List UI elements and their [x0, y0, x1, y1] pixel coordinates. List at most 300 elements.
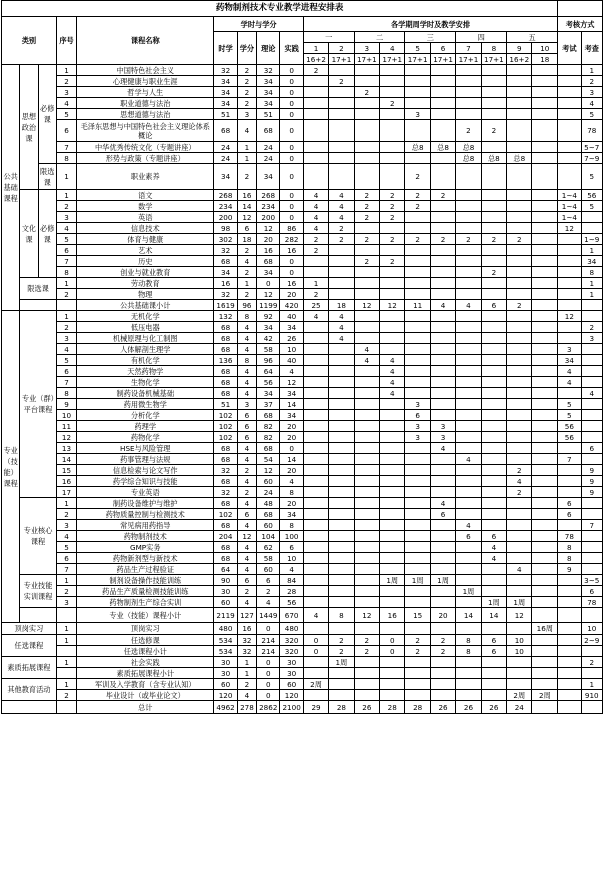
course-name-cell: 艺术 — [77, 245, 214, 256]
value-cell — [558, 388, 581, 399]
value-cell: 420 — [280, 300, 303, 311]
table-row — [2, 410, 603, 421]
value-cell — [405, 531, 430, 542]
value-cell: 18 — [237, 234, 256, 245]
value-cell: 2 — [507, 234, 532, 245]
value-cell: 34 — [558, 355, 581, 366]
value-cell: 6 — [558, 509, 581, 520]
table-row — [2, 289, 603, 300]
header-year-4: 四 — [456, 32, 507, 43]
value-cell — [558, 679, 581, 690]
value-cell: 34 — [280, 388, 303, 399]
value-cell — [329, 564, 354, 575]
value-cell — [430, 487, 455, 498]
table-row — [2, 109, 603, 120]
value-cell: 16 — [280, 278, 303, 289]
value-cell: 2119 — [214, 608, 237, 623]
value-cell: 12 — [558, 311, 581, 322]
value-cell: 2 — [380, 256, 405, 267]
value-cell: 102 — [214, 509, 237, 520]
value-cell: 4 — [507, 476, 532, 487]
value-cell: 6 — [237, 575, 256, 586]
value-cell — [303, 333, 328, 344]
value-cell: 2周 — [507, 690, 532, 701]
value-cell: 2 — [354, 256, 379, 267]
category-cell: 必修课 — [38, 190, 56, 278]
value-cell: 214 — [257, 646, 280, 657]
value-cell — [481, 498, 506, 509]
value-cell — [532, 657, 558, 668]
value-cell: 20 — [430, 608, 455, 623]
value-cell — [405, 564, 430, 575]
value-cell: 2 — [430, 646, 455, 657]
value-cell: 28 — [380, 701, 405, 714]
value-cell: 12 — [507, 608, 532, 623]
course-name-cell: 药物制剂生产综合实训 — [77, 597, 214, 608]
value-cell: 6 — [237, 432, 256, 443]
table-row — [2, 65, 603, 76]
value-cell: 24 — [507, 701, 532, 714]
value-cell — [507, 421, 532, 432]
value-cell — [456, 201, 481, 212]
value-cell — [507, 657, 532, 668]
value-cell: 2 — [237, 679, 256, 690]
value-cell — [456, 399, 481, 410]
value-cell: 56 — [558, 432, 581, 443]
seq-cell: 9 — [56, 399, 76, 410]
value-cell — [405, 311, 430, 322]
value-cell — [329, 120, 354, 142]
value-cell — [430, 87, 455, 98]
value-cell — [329, 399, 354, 410]
value-cell — [581, 223, 602, 234]
value-cell — [481, 377, 506, 388]
value-cell: 总8 — [507, 153, 532, 164]
value-cell — [558, 575, 581, 586]
value-cell — [354, 432, 379, 443]
category-cell — [20, 608, 57, 623]
header-course: 课程名称 — [77, 17, 214, 65]
value-cell: 68 — [214, 388, 237, 399]
value-cell — [329, 142, 354, 153]
value-cell: 58 — [257, 344, 280, 355]
value-cell: 34 — [280, 509, 303, 520]
value-cell: 4 — [237, 322, 256, 333]
value-cell: 6 — [581, 586, 602, 597]
value-cell: 4 — [237, 542, 256, 553]
table-row — [2, 223, 603, 234]
value-cell: 2 — [237, 586, 256, 597]
value-cell — [354, 223, 379, 234]
seq-cell: 8 — [56, 153, 76, 164]
seq-cell: 6 — [56, 120, 76, 142]
header-semester: 9 — [507, 43, 532, 54]
value-cell — [532, 399, 558, 410]
value-cell — [507, 120, 532, 142]
value-cell — [532, 410, 558, 421]
value-cell — [329, 344, 354, 355]
value-cell: 1 — [237, 142, 256, 153]
value-cell — [380, 410, 405, 421]
value-cell — [430, 679, 455, 690]
header-seq: 序号 — [56, 17, 76, 65]
value-cell: 4 — [237, 256, 256, 267]
header-schedule: 各学期周学时及教学安排 — [303, 17, 557, 32]
value-cell — [329, 164, 354, 190]
value-cell — [405, 98, 430, 109]
seq-cell: 6 — [56, 366, 76, 377]
course-name-cell: 无机化学 — [77, 311, 214, 322]
table-row — [2, 586, 603, 597]
value-cell — [456, 223, 481, 234]
value-cell — [481, 465, 506, 476]
table-row — [2, 476, 603, 487]
table-row — [2, 256, 603, 267]
value-cell — [303, 388, 328, 399]
value-cell: 12 — [257, 289, 280, 300]
seq-cell: 12 — [56, 432, 76, 443]
seq-cell: 4 — [56, 223, 76, 234]
value-cell — [507, 410, 532, 421]
value-cell: 6 — [257, 575, 280, 586]
course-name-cell: 药品生产过程验证 — [77, 564, 214, 575]
value-cell — [380, 690, 405, 701]
value-cell: 102 — [214, 410, 237, 421]
value-cell: 1周 — [456, 586, 481, 597]
value-cell — [405, 87, 430, 98]
value-cell — [329, 553, 354, 564]
value-cell: 34 — [280, 410, 303, 421]
value-cell — [303, 476, 328, 487]
value-cell — [532, 333, 558, 344]
value-cell: 3 — [581, 333, 602, 344]
value-cell: 1 — [581, 679, 602, 690]
value-cell: 16 — [237, 623, 256, 635]
header-semester: 1 — [303, 43, 328, 54]
value-cell: 56 — [581, 190, 602, 201]
value-cell: 68 — [257, 509, 280, 520]
value-cell: 34 — [280, 322, 303, 333]
value-cell — [380, 76, 405, 87]
course-name-cell: 职业道德与法治 — [77, 98, 214, 109]
value-cell — [430, 311, 455, 322]
value-cell — [354, 109, 379, 120]
course-name-cell: 劳动教育 — [77, 278, 214, 289]
value-cell: 68 — [214, 256, 237, 267]
value-cell — [481, 201, 506, 212]
value-cell — [329, 355, 354, 366]
value-cell: 2100 — [280, 701, 303, 714]
value-cell — [558, 657, 581, 668]
value-cell — [354, 564, 379, 575]
value-cell — [380, 542, 405, 553]
value-cell — [532, 267, 558, 278]
value-cell — [532, 520, 558, 531]
value-cell: 12 — [380, 300, 405, 311]
value-cell — [430, 212, 455, 223]
value-cell — [405, 553, 430, 564]
seq-cell: 17 — [56, 487, 76, 498]
value-cell — [380, 520, 405, 531]
value-cell — [532, 597, 558, 608]
value-cell: 302 — [214, 234, 237, 245]
value-cell — [354, 531, 379, 542]
value-cell: 2 — [354, 212, 379, 223]
value-cell: 6 — [405, 410, 430, 421]
value-cell — [303, 690, 328, 701]
value-cell: 480 — [214, 623, 237, 635]
value-cell — [303, 520, 328, 531]
value-cell: 2 — [380, 212, 405, 223]
value-cell — [481, 690, 506, 701]
value-cell — [481, 564, 506, 575]
value-cell: 12 — [280, 377, 303, 388]
value-cell — [405, 267, 430, 278]
value-cell — [581, 509, 602, 520]
value-cell: 总8 — [456, 153, 481, 164]
value-cell: 320 — [280, 635, 303, 646]
value-cell — [481, 509, 506, 520]
value-cell: 2 — [354, 87, 379, 98]
table-row — [2, 553, 603, 564]
value-cell — [354, 153, 379, 164]
seq-cell: 1 — [56, 679, 76, 690]
value-cell: 4 — [237, 476, 256, 487]
value-cell — [354, 278, 379, 289]
value-cell: 8 — [280, 520, 303, 531]
value-cell: 68 — [214, 443, 237, 454]
course-name-cell: 信息检索与论文写作 — [77, 465, 214, 476]
value-cell — [329, 267, 354, 278]
value-cell — [558, 164, 581, 190]
value-cell: 68 — [257, 443, 280, 454]
value-cell: 4 — [237, 498, 256, 509]
value-cell: 234 — [257, 201, 280, 212]
value-cell — [329, 454, 354, 465]
value-cell — [558, 487, 581, 498]
value-cell — [481, 679, 506, 690]
table-row — [2, 432, 603, 443]
value-cell — [405, 657, 430, 668]
value-cell — [507, 256, 532, 267]
value-cell: 16 — [380, 608, 405, 623]
table-row — [2, 690, 603, 701]
table-row — [2, 668, 603, 679]
value-cell — [507, 142, 532, 153]
value-cell — [456, 344, 481, 355]
value-cell — [329, 465, 354, 476]
course-name-cell: GMP实务 — [77, 542, 214, 553]
value-cell: 34 — [257, 98, 280, 109]
value-cell: 4 — [237, 553, 256, 564]
value-cell: 4 — [237, 333, 256, 344]
seq-cell: 15 — [56, 465, 76, 476]
value-cell — [354, 623, 379, 635]
value-cell — [456, 465, 481, 476]
value-cell — [354, 311, 379, 322]
value-cell: 2 — [380, 190, 405, 201]
value-cell — [507, 443, 532, 454]
value-cell — [456, 109, 481, 120]
table-row — [2, 421, 603, 432]
value-cell: 320 — [280, 646, 303, 657]
value-cell: 总8 — [456, 142, 481, 153]
value-cell — [354, 267, 379, 278]
value-cell — [303, 531, 328, 542]
header-year-1: 一 — [303, 32, 354, 43]
seq-cell: 3 — [56, 212, 76, 223]
table-row — [2, 87, 603, 98]
value-cell: 32 — [214, 487, 237, 498]
category-cell: 公共基础课程 — [2, 65, 20, 311]
category-cell: 任选课程 — [2, 635, 57, 657]
value-cell: 68 — [214, 333, 237, 344]
value-cell: 86 — [280, 223, 303, 234]
value-cell: 0 — [280, 87, 303, 98]
value-cell: 0 — [280, 120, 303, 142]
value-cell — [354, 333, 379, 344]
value-cell: 4 — [237, 120, 256, 142]
value-cell — [481, 190, 506, 201]
value-cell: 8 — [456, 635, 481, 646]
table-row — [2, 120, 603, 142]
value-cell: 0 — [257, 668, 280, 679]
value-cell: 2 — [237, 65, 256, 76]
value-cell: 4 — [280, 366, 303, 377]
seq-cell — [56, 668, 76, 679]
value-cell: 2 — [481, 234, 506, 245]
value-cell: 0 — [303, 635, 328, 646]
seq-cell: 1 — [56, 311, 76, 322]
header-weeks: 16+2 — [303, 54, 328, 65]
value-cell — [354, 586, 379, 597]
value-cell: 4 — [380, 355, 405, 366]
value-cell — [430, 267, 455, 278]
value-cell — [481, 355, 506, 366]
category-cell: 顶岗实习 — [2, 623, 57, 635]
value-cell — [430, 289, 455, 300]
value-cell: 56 — [558, 421, 581, 432]
value-cell — [481, 344, 506, 355]
course-name-cell: 药用微生物学 — [77, 399, 214, 410]
value-cell — [380, 553, 405, 564]
seq-cell: 13 — [56, 443, 76, 454]
table-row — [2, 300, 603, 311]
value-cell — [481, 256, 506, 267]
value-cell: 6 — [237, 223, 256, 234]
header-semester: 3 — [354, 43, 379, 54]
value-cell — [430, 454, 455, 465]
value-cell — [532, 289, 558, 300]
value-cell: 34 — [214, 267, 237, 278]
value-cell: 9 — [581, 476, 602, 487]
value-cell: 3 — [558, 344, 581, 355]
value-cell: 4 — [354, 355, 379, 366]
value-cell — [481, 410, 506, 421]
header-total-hours: 时学 — [214, 32, 237, 65]
value-cell — [456, 432, 481, 443]
table-row — [2, 635, 603, 646]
table-row — [2, 465, 603, 476]
value-cell: 268 — [214, 190, 237, 201]
value-cell — [456, 256, 481, 267]
value-cell: 10 — [507, 646, 532, 657]
value-cell: 4 — [237, 597, 256, 608]
value-cell — [558, 153, 581, 164]
value-cell — [532, 300, 558, 311]
value-cell — [558, 322, 581, 333]
value-cell — [507, 679, 532, 690]
value-cell: 0 — [280, 98, 303, 109]
value-cell — [581, 300, 602, 311]
table-row — [2, 234, 603, 245]
value-cell: 0 — [280, 65, 303, 76]
value-cell — [303, 443, 328, 454]
value-cell: 34 — [257, 322, 280, 333]
value-cell — [329, 256, 354, 267]
table-row — [2, 355, 603, 366]
table-title: 药物制剂技术专业教学进程安排表 — [2, 1, 558, 17]
value-cell — [532, 646, 558, 657]
value-cell — [558, 623, 581, 635]
value-cell: 2 — [303, 289, 328, 300]
value-cell: 34 — [257, 388, 280, 399]
value-cell — [507, 109, 532, 120]
value-cell — [380, 120, 405, 142]
value-cell: 60 — [214, 597, 237, 608]
value-cell — [303, 487, 328, 498]
category-cell: 文化课 — [20, 190, 38, 278]
value-cell — [405, 333, 430, 344]
value-cell: 总8 — [405, 142, 430, 153]
value-cell: 4 — [456, 454, 481, 465]
value-cell: 4 — [507, 564, 532, 575]
value-cell — [405, 366, 430, 377]
value-cell — [405, 344, 430, 355]
value-cell: 4 — [558, 366, 581, 377]
seq-cell: 1 — [56, 575, 76, 586]
value-cell: 68 — [214, 553, 237, 564]
value-cell: 3 — [405, 421, 430, 432]
header-weeks: 17+1 — [405, 54, 430, 65]
value-cell: 40 — [280, 311, 303, 322]
value-cell: 1~4 — [558, 201, 581, 212]
seq-cell: 2 — [56, 76, 76, 87]
value-cell: 16周 — [532, 623, 558, 635]
value-cell: 6 — [581, 443, 602, 454]
value-cell: 2 — [329, 635, 354, 646]
value-cell — [481, 575, 506, 586]
value-cell: 4 — [303, 311, 328, 322]
value-cell — [329, 531, 354, 542]
value-cell — [430, 476, 455, 487]
value-cell — [430, 690, 455, 701]
value-cell — [380, 267, 405, 278]
value-cell — [405, 487, 430, 498]
seq-cell — [56, 608, 76, 623]
table-row — [2, 542, 603, 553]
value-cell: 0 — [257, 657, 280, 668]
value-cell — [303, 465, 328, 476]
value-cell: 68 — [214, 322, 237, 333]
value-cell: 6 — [456, 531, 481, 542]
value-cell: 4962 — [214, 701, 237, 714]
value-cell — [532, 575, 558, 586]
value-cell — [303, 98, 328, 109]
header-weeks: 17+1 — [481, 54, 506, 65]
value-cell: 4 — [237, 388, 256, 399]
value-cell — [581, 498, 602, 509]
